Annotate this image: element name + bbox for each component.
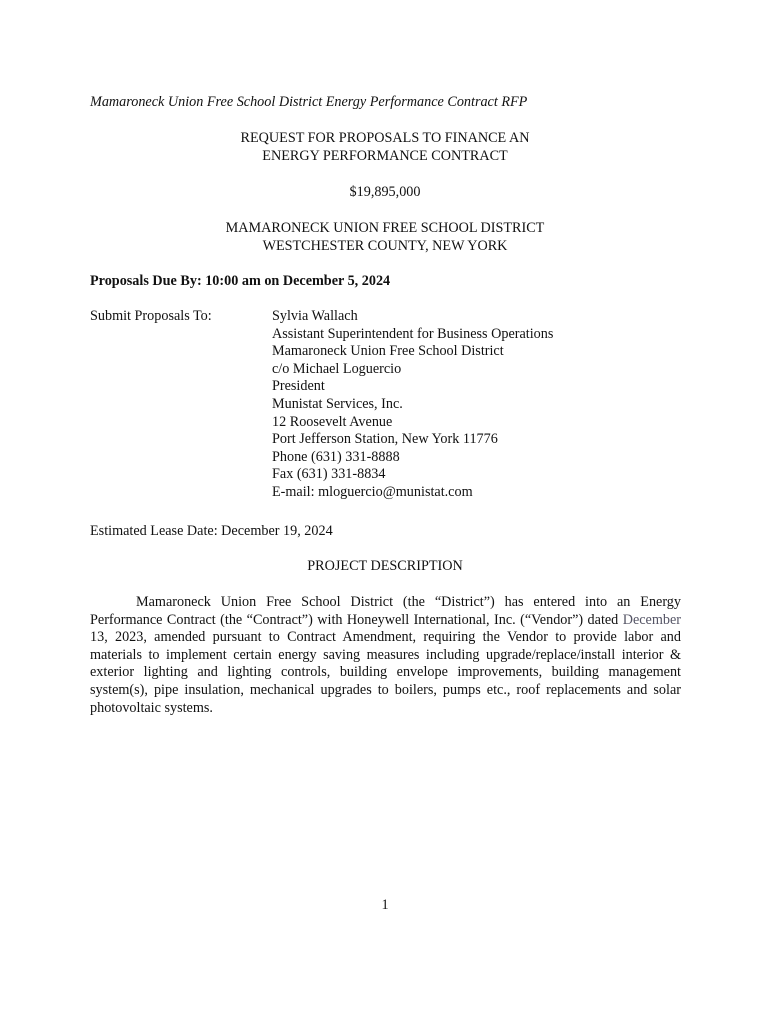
address-line: Phone (631) 331-8888 (272, 448, 400, 465)
title-line-1: REQUEST FOR PROPOSALS TO FINANCE AN (240, 130, 530, 146)
proposals-due-line: Proposals Due By: 10:00 am on December 5, 2024 (90, 273, 391, 289)
address-line: Munistat Services, Inc. (272, 395, 403, 412)
issuer-line-1: MAMARONECK UNION FREE SCHOOL DISTRICT (225, 220, 545, 236)
address-line: Assistant Superintendent for Business Operations (272, 325, 554, 342)
issuer-block (0, 220, 770, 255)
address-line: c/o Michael Loguercio (272, 360, 402, 377)
running-header: Mamaroneck Union Free School District Energy Performance Contract RFP (90, 94, 528, 110)
email-line: E-mail: mloguercio@munistat.com (272, 483, 473, 500)
project-description-paragraph (90, 594, 681, 717)
description-part-2: 13, 2023, amended pursuant to Contract Amendment, requiring the Vendor to provide labor and materials to implement certain energy saving measures including upgrade/replace/install interior & exterior lighting and lighting controls, building envelope improvements, building management system(s), pipe insulation, mechanical upgrades to boilers, pumps etc., roof replacements and solar photovoltaic systems. (90, 629, 681, 716)
page-number: 1 (381, 897, 389, 913)
address-line: 12 Roosevelt Avenue (272, 413, 393, 430)
address-line: President (272, 378, 325, 395)
address-line: Port Jefferson Station, New York 11776 (272, 431, 498, 448)
submit-label: Submit Proposals To: (90, 308, 212, 324)
section-heading: PROJECT DESCRIPTION (307, 558, 463, 574)
financing-amount: $19,895,000 (349, 184, 421, 200)
address-line: Fax (631) 331-8834 (272, 466, 386, 483)
lease-date-line: Estimated Lease Date: December 19, 2024 (90, 523, 333, 539)
address-line: Sylvia Wallach (272, 308, 358, 324)
submit-address-block (272, 308, 553, 502)
address-line: Mamaroneck Union Free School District (272, 343, 504, 360)
document-title (0, 130, 770, 165)
title-line-2: ENERGY PERFORMANCE CONTRACT (262, 147, 508, 164)
description-highlight: December (622, 611, 681, 628)
issuer-line-2: WESTCHESTER COUNTY, NEW YORK (262, 237, 508, 254)
description-part-1: Mamaroneck Union Free School District (the “District”) has entered into an Energy Performance Contract (the “Contract”) with Honeywell International, Inc. (“Vendor”) dated (90, 594, 681, 628)
